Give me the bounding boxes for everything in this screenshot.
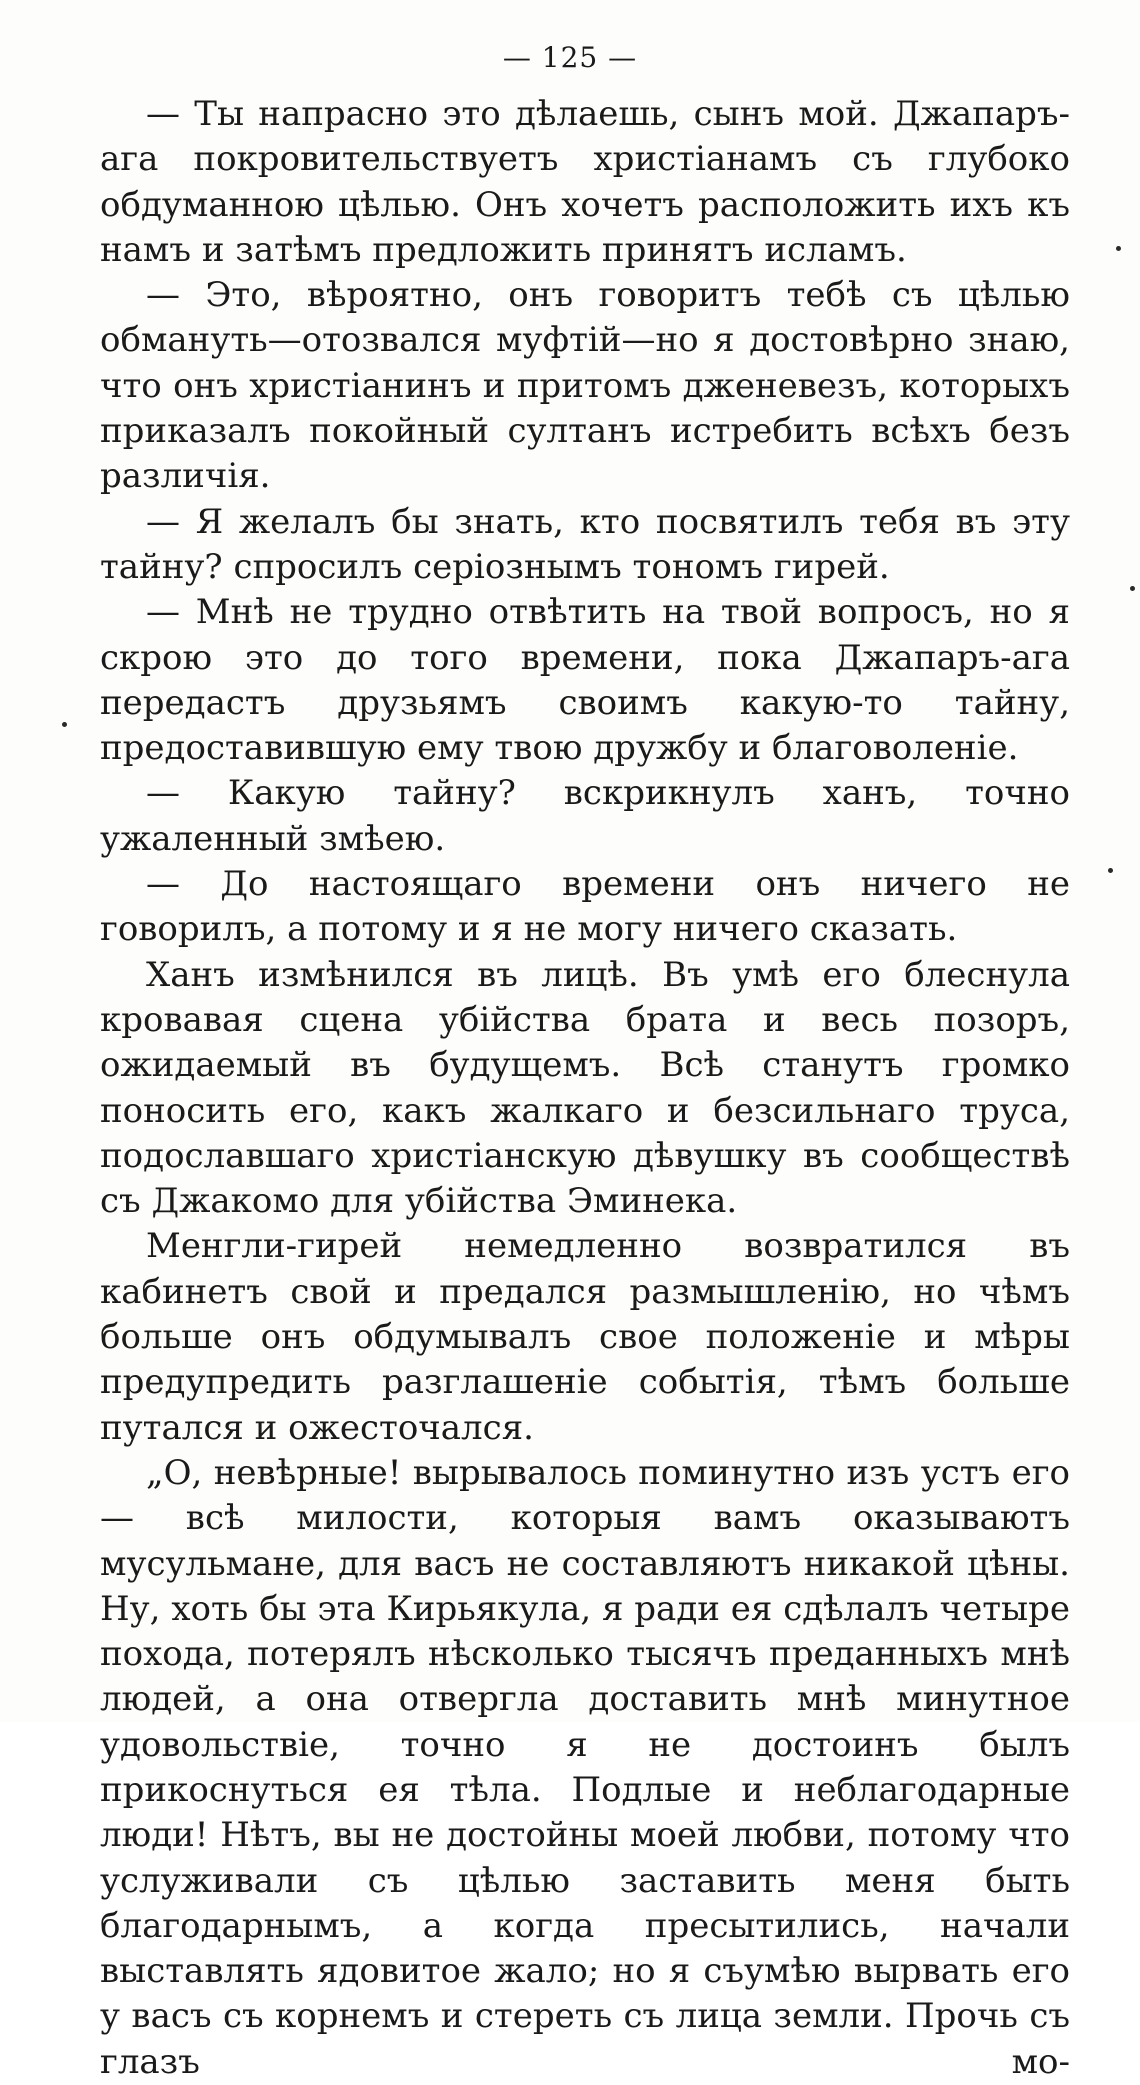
paragraph-8: Менгли-гирей немедленно возвратился въ кабинетъ свой и предался размышленію, но чѣмъ больше онъ обдумывалъ свое положеніе и мѣры предупредить разглашеніе событія, тѣмъ больше путался и ожесточался. — [100, 1226, 1070, 1448]
print-speck — [1108, 868, 1113, 873]
paragraph-1: — Ты напрасно это дѣлаешь, сынъ мой. Джапаръ-ага покровительствуетъ христіанамъ съ глубоко обдуманною цѣлью. Онъ хочетъ расположить ихъ къ намъ и затѣмъ предложить принятъ исламъ. — [100, 94, 1070, 270]
paragraph-4: — Мнѣ не трудно отвѣтить на твой вопросъ, но я скрою это до того времени, пока Джапаръ-ага передастъ друзьямъ своимъ какую-то тайну, предоставившую ему твою дружбу и благоволеніе. — [100, 592, 1070, 769]
page-number: — 125 — — [502, 41, 638, 74]
paragraph-9: „О, невѣрные! вырывалось поминутно изъ устъ его— всѣ милости, которыя вамъ оказываютъ мусульмане, для васъ не составляютъ никакой цѣны. Ну, хоть бы эта Кирьякула, я ради ея сдѣлалъ четыре похода, потерялъ нѣсколько тысячъ преданныхъ мнѣ людей, а она отвергла доставить мнѣ минутное удовольствіе, точно я не достоинъ былъ прикоснуться ея тѣла. Подлые и неблагодарные люди! Нѣтъ, вы не достойны моей любви, потому что услуживали съ цѣлью заставить меня быть благодарнымъ, а когда пресытились, начали выставлять ядовитое жало; но я съумѣю вырвать его у васъ съ корнемъ и стереть съ лица земли. Прочь съ глазъ мо- — [100, 1452, 1070, 2082]
paragraph-2: — Это, вѣроятно, онъ говоритъ тебѣ съ цѣлью обмануть—отозвался муфтій—но я достовѣрно знаю, что онъ христіанинъ и притомъ дженевезъ, которыхъ приказалъ покойный султанъ истребить всѣхъ безъ различія. — [100, 275, 1070, 497]
paragraph-3: — Я желалъ бы знать, кто посвятилъ тебя въ эту тайну? спросилъ серіознымъ тономъ гирей. — [100, 501, 1070, 587]
paragraph-5: — Какую тайну? вскрикнулъ ханъ, точно ужаленный змѣею. — [100, 773, 1070, 859]
print-speck — [1116, 246, 1121, 251]
print-speck — [62, 722, 67, 727]
body-text — [100, 92, 1070, 2085]
paragraph-6: — До настоящаго времени онъ ничего не говорилъ, а потому и я не могу ничего сказать. — [100, 864, 1070, 950]
print-speck — [1130, 586, 1135, 591]
paragraph-7: Ханъ измѣнился въ лицѣ. Въ умѣ его блеснула кровавая сцена убійства брата и весь позоръ, ожидаемый въ будущемъ. Всѣ станутъ громко поносить его, какъ жалкаго и безсильнаго труса, подославшаго христіанскую дѣвушку въ сообществѣ съ Джакомо для убійства Эминека. — [100, 954, 1070, 1222]
